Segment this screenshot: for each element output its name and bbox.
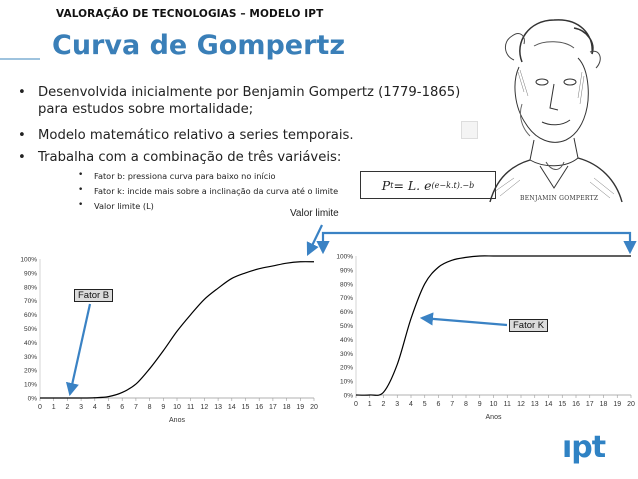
x-tick-label: 8 [464, 401, 468, 408]
formula-exponent: (e−k.t).−b [431, 180, 475, 190]
y-tick-label: 70% [339, 295, 353, 303]
x-tick-label: 14 [544, 401, 553, 408]
y-tick-label: 90% [339, 267, 353, 275]
portrait-caption: BENJAMIN GOMPERTZ [520, 195, 599, 202]
x-tick-label: 17 [585, 401, 594, 408]
x-tick-label: 15 [558, 401, 567, 408]
x-tick-label: 9 [477, 401, 482, 408]
arrow-fator-b [70, 304, 90, 394]
x-tick-label: 12 [200, 404, 209, 411]
valor-limite-label: Valor limite [290, 208, 339, 219]
y-tick-label: 80% [339, 281, 353, 289]
ipt-logo: ıpt [562, 430, 606, 465]
x-tick-label: 2 [381, 401, 386, 408]
x-tick-label: 18 [282, 404, 291, 411]
y-tick-label: 100% [20, 256, 37, 264]
y-tick-label: 30% [23, 353, 37, 361]
formula-lhs: P [381, 177, 391, 193]
bullet-dot: • [18, 128, 26, 143]
arrow-fator-k [422, 318, 507, 325]
x-tick-label: 11 [503, 401, 511, 408]
y-tick-label: 70% [23, 298, 37, 306]
x-tick-label: 15 [241, 404, 250, 411]
chart-fator-b [20, 257, 318, 425]
y-tick-label: 30% [339, 350, 353, 358]
x-tick-label: 6 [120, 404, 125, 411]
bullet-dot: • [18, 85, 26, 100]
formula-rhs: = L. e [393, 177, 432, 193]
y-tick-label: 10% [23, 381, 37, 389]
y-tick-label: 40% [23, 339, 37, 347]
x-tick-label: 11 [187, 404, 195, 411]
slide-title: Curva de Gompertz [52, 30, 346, 61]
x-tick-label: 12 [517, 401, 525, 408]
bullet-3-line-1: Trabalha com a combinação de três variáveis: [38, 150, 342, 165]
x-tick-label: 1 [51, 404, 56, 411]
x-tick-label: 0 [38, 404, 42, 411]
y-tick-label: 50% [23, 326, 37, 333]
presentation-header: VALORAÇÃO DE TECNOLOGIAS – MODELO IPT [56, 8, 324, 20]
x-tick-label: 20 [310, 404, 318, 411]
x-tick-label: 5 [106, 404, 111, 411]
bullet-1-line-2: para estudos sobre mortalidade; [38, 102, 254, 117]
y-tick-label: 100% [336, 253, 353, 261]
bullet-2-line-1: Modelo matemático relativo a series temporais. [38, 128, 354, 143]
series-line [356, 256, 631, 395]
x-tick-label: 16 [572, 401, 580, 408]
x-tick-label: 18 [599, 401, 608, 408]
y-tick-label: 80% [23, 284, 37, 292]
x-tick-label: 8 [147, 404, 152, 411]
chart-fator-k [336, 254, 635, 422]
x-tick-label: 14 [227, 404, 236, 411]
x-axis-title: Anos [485, 414, 502, 421]
x-tick-label: 13 [214, 404, 222, 411]
x-tick-label: 4 [92, 404, 97, 411]
y-tick-label: 90% [23, 270, 37, 278]
x-tick-label: 19 [296, 404, 305, 411]
x-tick-label: 13 [530, 401, 539, 408]
fator-k-label: Fator K [509, 319, 548, 332]
formula-lhs-sub: t [390, 180, 394, 190]
x-tick-label: 0 [354, 401, 358, 408]
x-tick-label: 10 [489, 401, 498, 408]
x-tick-label: 16 [255, 404, 264, 411]
x-tick-label: 3 [79, 404, 84, 411]
y-tick-label: 40% [339, 336, 353, 344]
x-tick-label: 7 [450, 401, 455, 408]
y-tick-label: 20% [339, 364, 353, 372]
x-tick-label: 7 [133, 404, 138, 411]
x-tick-label: 2 [65, 404, 70, 411]
fator-b-label: Fator B [74, 289, 113, 302]
y-tick-label: 20% [23, 367, 37, 375]
series-line [40, 262, 314, 398]
x-tick-label: 9 [161, 404, 166, 411]
x-tick-label: 5 [422, 401, 427, 408]
x-axis-title: Anos [169, 417, 185, 424]
x-tick-label: 3 [395, 401, 400, 408]
x-tick-label: 20 [627, 401, 635, 408]
y-tick-label: 60% [339, 309, 353, 317]
arrow-valor-limite [308, 225, 322, 254]
bullet-dot: • [18, 150, 26, 165]
bullet-1-line-1: Desenvolvida inicialmente por Benjamin Gompertz (1779-1865) [38, 85, 461, 100]
x-tick-label: 4 [409, 401, 413, 408]
y-tick-label: 10% [339, 378, 353, 386]
x-tick-label: 1 [367, 401, 372, 408]
x-tick-label: 17 [269, 404, 277, 411]
x-tick-label: 19 [613, 401, 622, 408]
y-tick-label: 0% [343, 392, 353, 400]
x-tick-label: 10 [173, 404, 181, 411]
y-tick-label: 60% [23, 312, 37, 320]
bracket-connector [323, 233, 630, 250]
y-tick-label: 50% [339, 323, 353, 330]
y-tick-label: 0% [27, 395, 37, 403]
x-tick-label: 6 [436, 401, 441, 408]
